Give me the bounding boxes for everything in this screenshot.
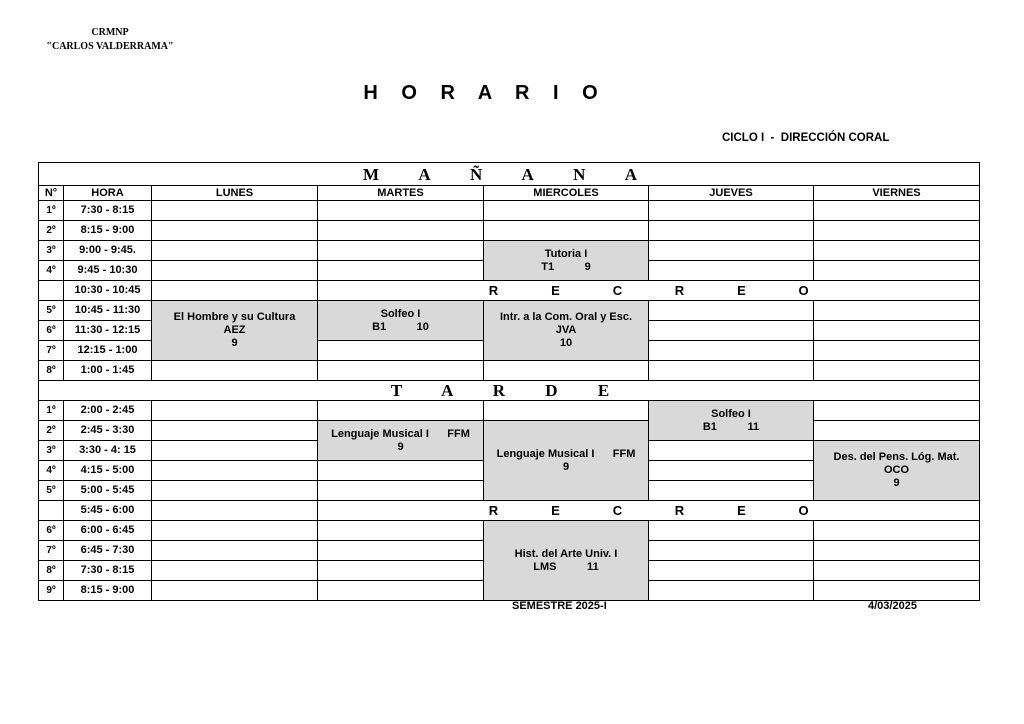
table-row	[39, 401, 980, 421]
row-number: 6º	[39, 521, 64, 541]
row-number	[39, 501, 64, 521]
row-number: 4º	[39, 261, 64, 281]
section-row-tarde	[39, 381, 980, 401]
cell	[649, 241, 814, 261]
course-room: 9	[231, 337, 238, 349]
cell	[649, 481, 814, 501]
row-hora: 8:15 - 9:00	[64, 221, 152, 241]
cell	[814, 301, 980, 321]
cell	[318, 521, 484, 541]
table-row	[39, 361, 980, 381]
cell	[318, 241, 484, 261]
cell	[318, 261, 484, 281]
course-name: Lenguaje Musical I FFM	[331, 427, 470, 440]
cell	[814, 581, 980, 601]
row-number: 2º	[39, 221, 64, 241]
row-hora: 5:45 - 6:00	[64, 501, 152, 521]
course-room: 9	[562, 460, 570, 473]
cell	[152, 521, 318, 541]
cell	[814, 201, 980, 221]
cell	[318, 581, 484, 601]
cell	[814, 421, 980, 441]
cell	[814, 361, 980, 381]
course-name: Intr. a la Com. Oral y Esc.	[499, 311, 633, 323]
course-teacher: JVA	[555, 324, 577, 336]
cell	[152, 401, 318, 421]
cell	[484, 401, 649, 421]
row-number: 2º	[39, 421, 64, 441]
cell	[814, 341, 980, 361]
header-row	[39, 186, 980, 201]
cell	[152, 461, 318, 481]
course-code: B1 11	[702, 420, 760, 433]
table-row	[39, 301, 980, 321]
cell	[152, 421, 318, 441]
cell	[152, 261, 318, 281]
course-tutoria	[484, 241, 649, 281]
course-name: Lenguaje Musical I FFM	[496, 447, 636, 460]
cell	[814, 261, 980, 281]
row-number: 7º	[39, 541, 64, 561]
course-despens	[814, 441, 980, 501]
cell	[814, 221, 980, 241]
row-hora: 8:15 - 9:00	[64, 581, 152, 601]
cell	[152, 361, 318, 381]
cell	[814, 241, 980, 261]
row-number	[39, 281, 64, 301]
cell	[318, 201, 484, 221]
section-row-manana	[39, 163, 980, 186]
cell	[649, 441, 814, 461]
cell	[152, 561, 318, 581]
row-hora: 7:30 - 8:15	[64, 201, 152, 221]
cell	[649, 261, 814, 281]
institution-acronym: CRMNP	[91, 27, 129, 38]
course-name: El Hombre y su Cultura	[173, 311, 296, 323]
course-name: Solfeo I	[711, 407, 751, 420]
row-hora: 4:15 - 5:00	[64, 461, 152, 481]
cell	[649, 521, 814, 541]
cell	[649, 201, 814, 221]
course-hombre	[152, 301, 318, 361]
course-teacher: OCO	[883, 464, 910, 476]
row-hora: 10:45 - 11:30	[64, 301, 152, 321]
recreo-banner: R E C R E O	[318, 501, 980, 521]
row-hora: 2:00 - 2:45	[64, 401, 152, 421]
row-number: 3º	[39, 241, 64, 261]
row-number: 1º	[39, 401, 64, 421]
cell	[152, 481, 318, 501]
cell	[318, 341, 484, 361]
row-hora: 10:30 - 10:45	[64, 281, 152, 301]
row-hora: 6:00 - 6:45	[64, 521, 152, 541]
header-hora: HORA	[64, 186, 152, 201]
cell	[152, 201, 318, 221]
row-number: 5º	[39, 481, 64, 501]
cell	[318, 461, 484, 481]
course-room: 10	[559, 337, 573, 349]
cell	[152, 241, 318, 261]
row-hora: 9:00 - 9:45.	[64, 241, 152, 261]
table-row	[39, 421, 980, 441]
row-number: 7º	[39, 341, 64, 361]
row-number: 8º	[39, 361, 64, 381]
cell	[152, 441, 318, 461]
cell	[649, 541, 814, 561]
table-row	[39, 501, 980, 521]
course-lenguaje-miercoles	[484, 421, 649, 501]
cell	[649, 361, 814, 381]
cell	[152, 221, 318, 241]
institution-name: "CARLOS VALDERRAMA"	[46, 41, 174, 52]
cell	[814, 401, 980, 421]
cell	[152, 541, 318, 561]
table-row	[39, 281, 980, 301]
cell	[649, 221, 814, 241]
row-hora: 9:45 - 10:30	[64, 261, 152, 281]
course-code: LMS 11	[533, 560, 599, 573]
cell	[318, 221, 484, 241]
header-martes: MARTES	[318, 186, 484, 201]
row-number: 1º	[39, 201, 64, 221]
header-miercoles: MIERCOLES	[484, 186, 649, 201]
cell	[318, 481, 484, 501]
cell	[152, 281, 318, 301]
cell	[649, 341, 814, 361]
cell	[814, 321, 980, 341]
header-n: N°	[39, 186, 64, 201]
row-hora: 3:30 - 4: 15	[64, 441, 152, 461]
cell	[814, 561, 980, 581]
row-number: 9º	[39, 581, 64, 601]
cell	[814, 521, 980, 541]
cell	[318, 541, 484, 561]
row-hora: 5:00 - 5:45	[64, 481, 152, 501]
cell	[649, 321, 814, 341]
table-row	[39, 221, 980, 241]
cell	[152, 501, 318, 521]
course-solfeo-martes	[318, 301, 484, 341]
course-name: Des. del Pens. Lóg. Mat.	[833, 451, 960, 463]
row-hora: 1:00 - 1:45	[64, 361, 152, 381]
course-room: 9	[893, 477, 900, 489]
row-hora: 7:30 - 8:15	[64, 561, 152, 581]
date-label: 4/03/2025	[868, 600, 917, 612]
cell	[484, 361, 649, 381]
ciclo-label: CICLO I - DIRECCIÓN CORAL	[722, 132, 890, 144]
row-hora: 11:30 - 12:15	[64, 321, 152, 341]
course-hist	[484, 521, 649, 601]
row-hora: 12:15 - 1:00	[64, 341, 152, 361]
table-row	[39, 521, 980, 541]
row-number: 8º	[39, 561, 64, 581]
section-tarde: T A R D E	[39, 381, 980, 401]
row-number: 5º	[39, 301, 64, 321]
cell	[649, 561, 814, 581]
course-teacher: AEZ	[223, 324, 246, 336]
course-intr	[484, 301, 649, 361]
cell	[649, 581, 814, 601]
row-number: 4º	[39, 461, 64, 481]
course-code: B1 10	[372, 320, 429, 333]
semestre-label: SEMESTRE 2025-I	[512, 600, 607, 612]
table-row	[39, 241, 980, 261]
course-lenguaje-martes	[318, 421, 484, 461]
cell	[318, 561, 484, 581]
cell	[318, 361, 484, 381]
course-solfeo-jueves	[649, 401, 814, 441]
header-lunes: LUNES	[152, 186, 318, 201]
table-row	[39, 201, 980, 221]
cell	[649, 301, 814, 321]
row-number: 3º	[39, 441, 64, 461]
row-number: 6º	[39, 321, 64, 341]
header-jueves: JUEVES	[649, 186, 814, 201]
cell	[484, 221, 649, 241]
header-viernes: VIERNES	[814, 186, 980, 201]
cell	[814, 541, 980, 561]
row-hora: 6:45 - 7:30	[64, 541, 152, 561]
course-name: Tutoria I	[544, 247, 588, 260]
section-manana: M A Ñ A N A	[39, 163, 980, 186]
course-name: Solfeo I	[380, 307, 421, 320]
cell	[649, 461, 814, 481]
course-room: 9	[397, 440, 404, 453]
course-code: T1 9	[541, 260, 591, 273]
page-title: H O R A R I O	[363, 82, 607, 104]
row-hora: 2:45 - 3:30	[64, 421, 152, 441]
course-name: Hist. del Arte Univ. I	[514, 547, 618, 560]
recreo-banner: R E C R E O	[318, 281, 980, 301]
cell	[152, 581, 318, 601]
schedule-table	[38, 162, 980, 601]
cell	[318, 401, 484, 421]
cell	[484, 201, 649, 221]
